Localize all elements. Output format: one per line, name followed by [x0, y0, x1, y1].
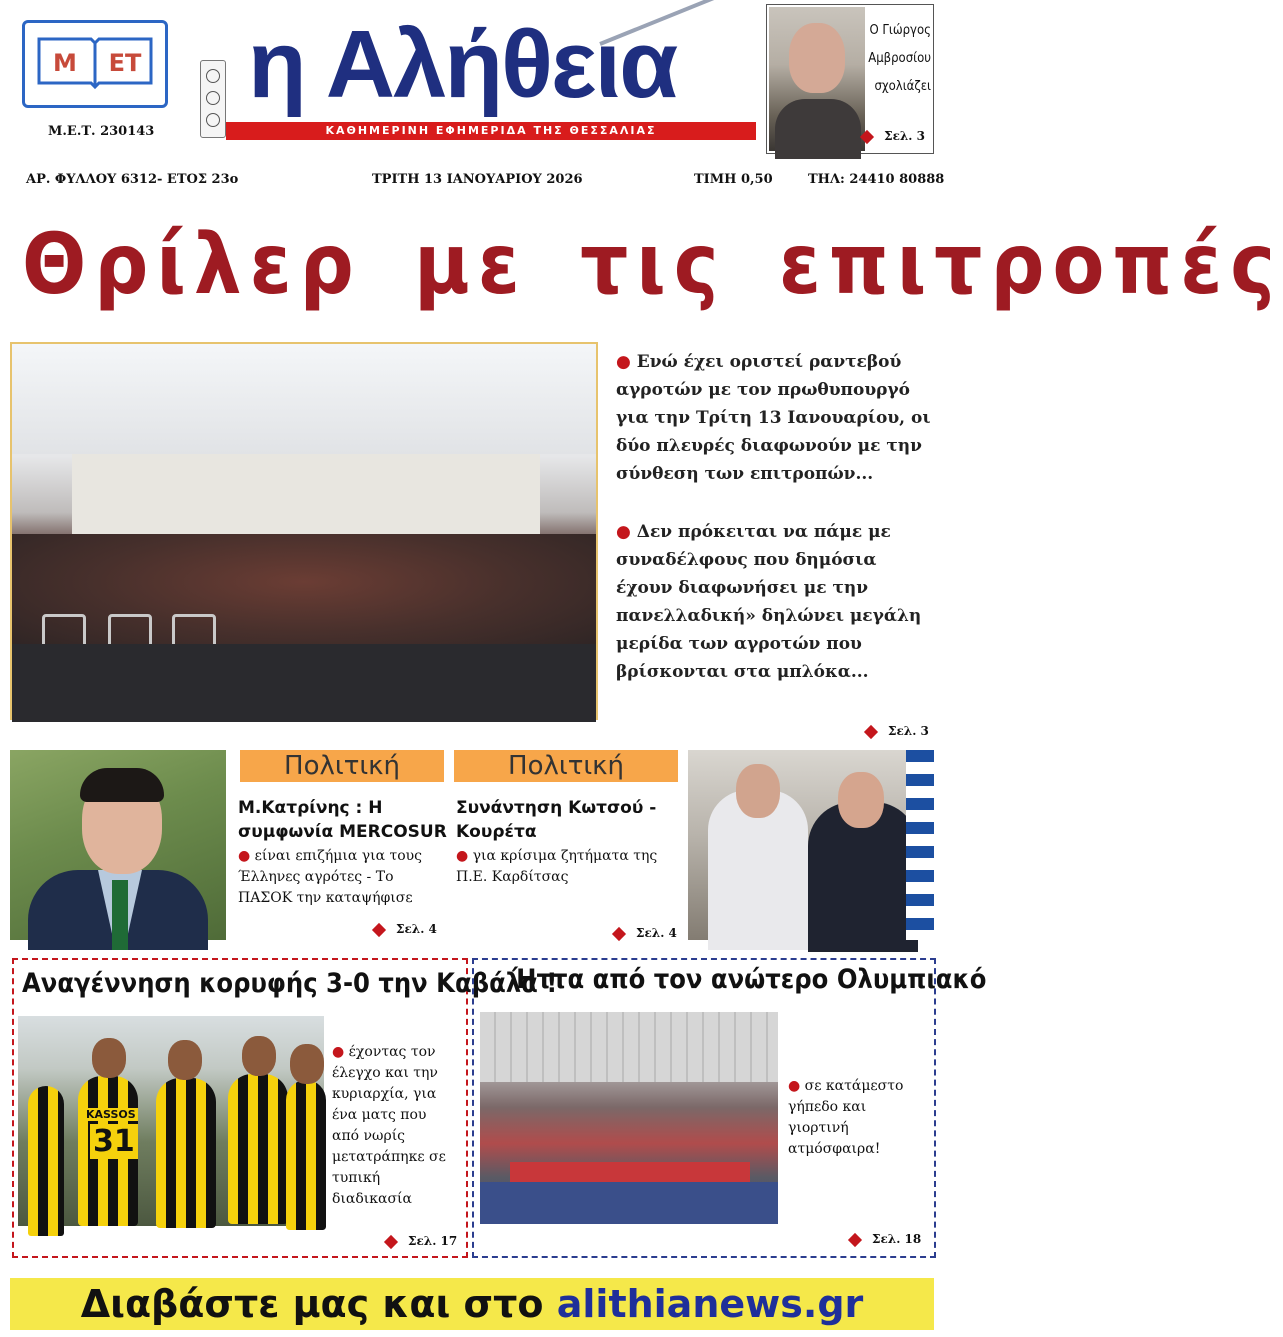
met-code: Μ.Ε.Τ. 230143 [48, 124, 155, 139]
football-text-body: έχοντας τον έλεγχο και την κυριαρχία, για ένα ματς που από νωρίς μετατράπηκε σε τυπική διαδικασία [332, 1044, 446, 1207]
politics-1-title[interactable]: Μ.Κατρίνης : Η συμφωνία MERCOSUR [238, 798, 447, 842]
basketball-title[interactable]: Ήττα από τον ανώτερο Ολυμπιακό [512, 964, 987, 995]
katrinis-photo[interactable] [10, 750, 226, 940]
politics-2-text [456, 846, 680, 888]
diamond-icon [612, 926, 626, 940]
basketball-photo[interactable] [480, 1012, 778, 1224]
footer-prefix: Διαβάστε μας και στο [80, 1282, 557, 1326]
bullet-icon: ● [616, 352, 631, 372]
issue-date: ΤΡΙΤΗ 13 ΙΑΝΟΥΑΡΙΟΥ 2026 [372, 172, 583, 187]
lead-bullet-text: Ενώ έχει οριστεί ραντεβού αγροτών με τον πρωθυπουργό για την Τρίτη 13 Ιανουαρίου, οι δύο πλευρές διαφωνούν με την σύνθεση των επιτροπών... [616, 352, 931, 484]
diamond-icon [848, 1232, 862, 1246]
lead-page-ref[interactable]: Σελ. 3 [866, 724, 929, 738]
phone-number: ΤΗΛ: 24410 80888 [808, 172, 945, 187]
seal-dot [206, 113, 220, 127]
football-photo[interactable] [18, 1016, 324, 1226]
lead-photo[interactable] [10, 342, 598, 720]
bullet-icon: ● [616, 522, 631, 542]
diamond-icon [372, 922, 386, 936]
lead-bullet-2 [616, 518, 936, 686]
diamond-icon [864, 724, 878, 738]
bullet-icon: ● [788, 1078, 801, 1094]
bullet-icon: ● [332, 1044, 345, 1060]
columnist-line: Αμβροσίου [868, 51, 931, 66]
lead-headline[interactable]: Θρίλερ με τις επιτροπές [22, 215, 1283, 313]
bullet-icon: ● [238, 848, 251, 864]
columnist-line: σχολιάζει [874, 79, 931, 94]
meeting-photo[interactable] [688, 750, 934, 940]
open-book-icon [35, 33, 155, 89]
certification-seal [200, 60, 226, 138]
politics-2-title[interactable]: Συνάντηση Κωτσού - Κουρέτα [456, 798, 657, 842]
politics-2-page-ref[interactable]: Σελ. 4 [614, 926, 677, 940]
lead-bullet-1 [616, 348, 936, 488]
newspaper-title: η Αλήθεια [248, 11, 677, 118]
tagline-band: ΚΑΘΗΜΕΡΙΝΗ ΕΦΗΜΕΡΙΔΑ ΤΗΣ ΘΕΣΣΑΛΙΑΣ [226, 122, 756, 140]
seal-dot [206, 91, 220, 105]
met-logo [22, 20, 168, 108]
seal-dot [206, 69, 220, 83]
category-politics[interactable]: Πολιτική [454, 750, 678, 782]
met-letter-et: ΕΤ [108, 49, 142, 77]
columnist-line: Ο Γιώργος [869, 23, 931, 38]
category-politics[interactable]: Πολιτική [240, 750, 444, 782]
politics-1-text [238, 846, 448, 909]
issue-number: ΑΡ. ΦΥΛΛΟΥ 6312- ΕΤΟΣ 23ο [26, 172, 239, 187]
jersey-number: 31 [90, 1124, 138, 1159]
jersey-name: KASSOS [86, 1108, 136, 1121]
columnist-name [867, 17, 931, 101]
columnist-page-ref: Σελ. 3 [862, 129, 925, 143]
diamond-icon [384, 1234, 398, 1248]
diamond-icon [860, 129, 874, 143]
football-page-ref[interactable]: Σελ. 17 [386, 1234, 457, 1248]
football-text [332, 1042, 456, 1210]
footer-banner[interactable] [10, 1278, 934, 1330]
website-link[interactable]: alithianews.gr [556, 1282, 864, 1326]
basketball-page-ref[interactable]: Σελ. 18 [850, 1232, 921, 1246]
lead-bullet-text: Δεν πρόκειται να πάμε με συναδέλφους που δημόσια έχουν διαφωνήσει με την πανελλαδική» δηλώνει μεγάλη μερίδα των αγροτών που βρίσκονται στα μπλόκα... [616, 522, 922, 682]
politics-1-text-body: είναι επιζήμια για τους Έλληνες αγρότες - Το ΠΑΣΟΚ την καταψήφισε [238, 848, 423, 906]
columnist-box[interactable] [766, 4, 934, 154]
basketball-text-body: σε κατάμεστο γήπεδο και γιορτινή ατμόσφαιρα! [788, 1078, 904, 1157]
basketball-text [788, 1076, 924, 1160]
met-letter-m: Μ [53, 49, 77, 77]
politics-1-page-ref[interactable]: Σελ. 4 [374, 922, 437, 936]
bullet-icon: ● [456, 848, 469, 864]
columnist-photo [769, 7, 865, 151]
football-title[interactable]: Αναγέννηση κορυφής 3-0 την Καβάλα ! [22, 968, 558, 999]
politics-2-text-body: για κρίσιμα ζητήματα της Π.Ε. Καρδίτσας [456, 848, 658, 885]
greek-flag-icon [906, 750, 934, 940]
issue-price: ΤΙΜΗ 0,50 [694, 172, 773, 187]
